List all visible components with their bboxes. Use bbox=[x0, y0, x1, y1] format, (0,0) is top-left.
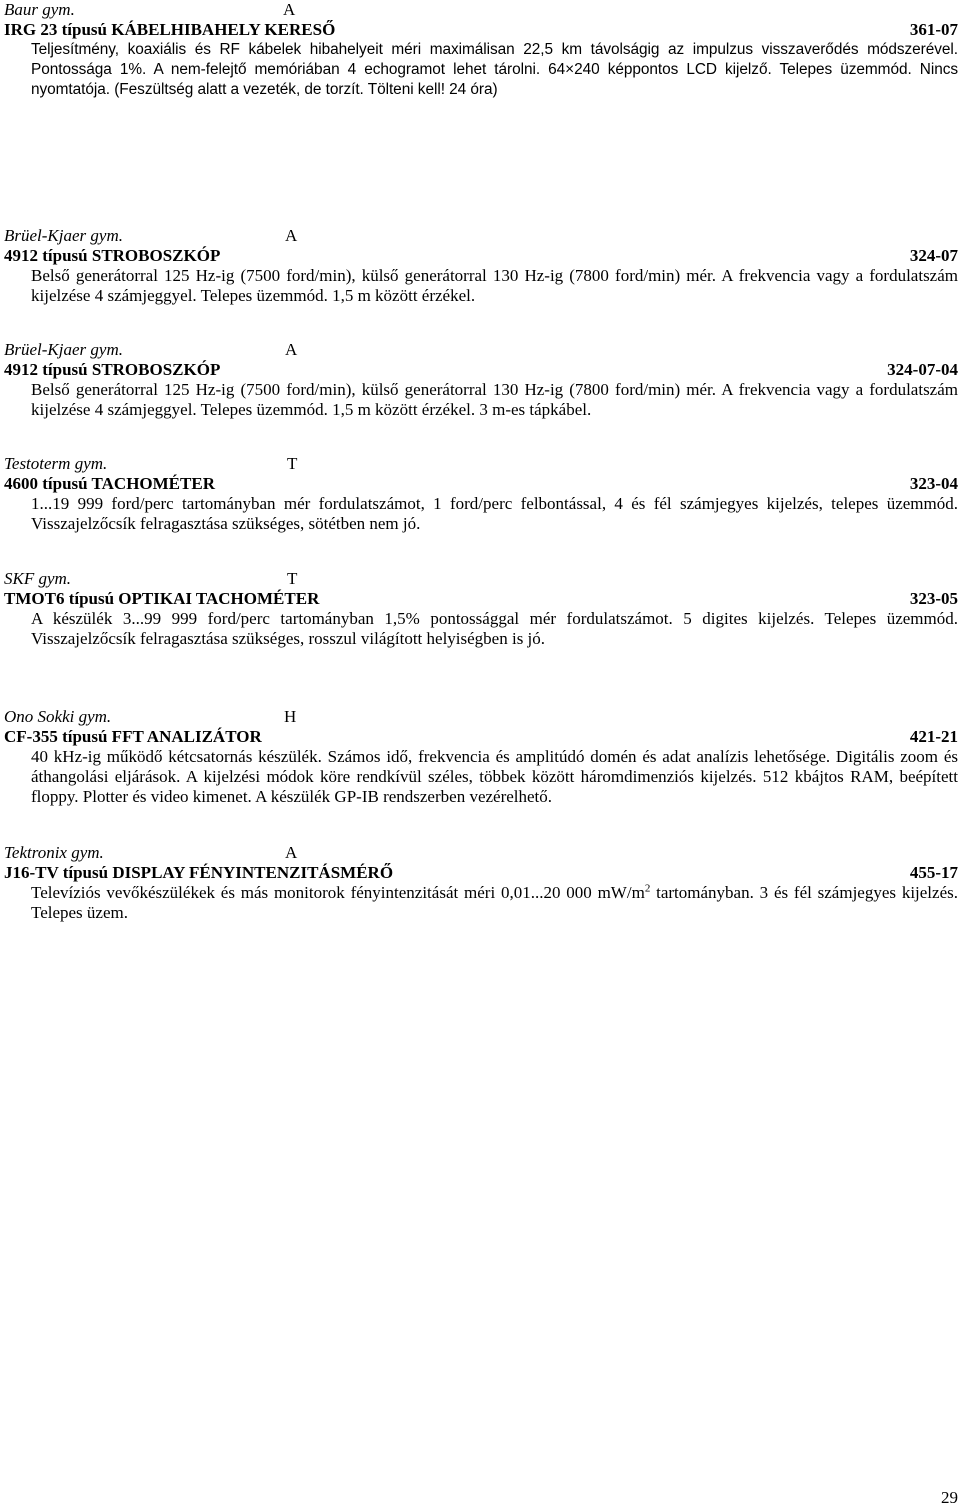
device-description: 1...19 999 ford/perc tartományban mér fordulatszámot, 1 ford/perc felbontással, 4 és fél számjegyes kijelzés, telepes üzemmód. Visszajelzőcsík felragasztása szükséges, sötétben nem jó. bbox=[31, 494, 958, 533]
manufacturer: Tektronix gym. bbox=[4, 843, 104, 862]
device-description: Teljesítmény, koaxiális és RF kábelek hibahelyeit méri maximálisan 22,5 km távolságig az impulzus visszaverődés módszerével. Pontossága 1%. A nem-felejtő memóriában 4 echogramot lehet tárolni. 64×240 képpontos LCD kijelző. Telepes üzemmód. Nincs nyomtatója. (Feszültség alatt a vezeték, de torzít. Tölteni kell! 24 óra) bbox=[31, 41, 958, 98]
superscript: 2 bbox=[644, 882, 651, 895]
device-description: Belső generátorral 125 Hz-ig (7500 ford/min), külső generátorral 130 Hz-ig (7800 ford/min) mér. A frekvencia vagy a fordulatszám kijelzése 4 számjeggyel. Telepes üzemmód. 1,5 m között érzékel. 3 m-es tápkábel. bbox=[31, 380, 958, 419]
category-letter: A bbox=[283, 0, 296, 19]
title-line bbox=[4, 474, 958, 494]
device-description: A készülék 3...99 999 ford/perc tartományban 1,5% pontossággal mér fordulatszámot. 5 digites kijelzés. Telepes üzemmód. Visszajelzőcsík felragasztása szükséges, rosszul világított helyiségben is jó. bbox=[31, 609, 958, 648]
category-letter: T bbox=[287, 569, 298, 588]
maker-line bbox=[4, 340, 958, 360]
entry-bruel-kjaer-2 bbox=[4, 340, 958, 420]
category-letter: T bbox=[287, 454, 298, 473]
title-line bbox=[4, 360, 958, 380]
description-part: Televíziós vevőkészülékek és más monitorok fényintenzitását méri 0,01...20 000 mW/m bbox=[31, 883, 645, 902]
entry-ono-sokki bbox=[4, 707, 958, 807]
manufacturer: Ono Sokki gym. bbox=[4, 707, 112, 726]
entry-bruel-kjaer-1 bbox=[4, 226, 958, 306]
device-description: Belső generátorral 125 Hz-ig (7500 ford/min), külső generátorral 130 Hz-ig (7800 ford/min) mér. A frekvencia vagy a fordulatszám kijelzése 4 számjeggyel. Telepes üzemmód. 1,5 m között érzékel. bbox=[31, 266, 958, 305]
device-title: 4912 típusú STROBOSZKÓP bbox=[4, 246, 221, 265]
device-code: 323-04 bbox=[909, 474, 958, 493]
category-letter: A bbox=[285, 843, 298, 862]
entry-testoterm bbox=[4, 454, 958, 534]
device-title: 4600 típusú TACHOMÉTER bbox=[4, 474, 215, 493]
manufacturer: Baur gym. bbox=[4, 0, 75, 19]
category-letter: H bbox=[284, 707, 297, 726]
title-line bbox=[4, 727, 958, 747]
device-code: 324-07-04 bbox=[887, 360, 958, 379]
device-code: 455-17 bbox=[909, 863, 958, 882]
device-title: CF-355 típusú FFT ANALIZÁTOR bbox=[4, 727, 262, 746]
title-line bbox=[4, 246, 958, 266]
title-line bbox=[4, 20, 958, 40]
maker-line bbox=[4, 569, 958, 589]
description-part: tartományban. 3 és fél számjegyes kijelzés. Telepes üzem. bbox=[31, 883, 958, 922]
maker-line bbox=[4, 707, 958, 727]
device-title: J16-TV típusú DISPLAY FÉNYINTENZITÁSMÉRŐ bbox=[4, 863, 394, 882]
title-line bbox=[4, 589, 958, 609]
maker-line bbox=[4, 454, 958, 474]
device-title: TMOT6 típusú OPTIKAI TACHOMÉTER bbox=[4, 589, 320, 608]
page-number: 29 bbox=[941, 1488, 958, 1507]
device-title: IRG 23 típusú KÁBELHIBAHELY KERESŐ bbox=[4, 20, 336, 39]
manufacturer: Brüel-Kjaer gym. bbox=[4, 340, 123, 359]
device-code: 361-07 bbox=[909, 20, 958, 39]
entry-skf bbox=[4, 569, 958, 649]
device-code: 323-05 bbox=[909, 589, 958, 608]
category-letter: A bbox=[285, 340, 298, 359]
device-code: 324-07 bbox=[909, 246, 958, 265]
maker-line bbox=[4, 843, 958, 863]
category-letter: A bbox=[285, 226, 298, 245]
maker-line bbox=[4, 226, 958, 246]
entry-baur bbox=[4, 0, 958, 100]
device-description bbox=[4, 883, 958, 923]
manufacturer: Brüel-Kjaer gym. bbox=[4, 226, 123, 245]
manufacturer: SKF gym. bbox=[4, 569, 72, 588]
title-line bbox=[4, 863, 958, 883]
manufacturer: Testoterm gym. bbox=[4, 454, 108, 473]
maker-line bbox=[4, 0, 958, 20]
device-description: 40 kHz-ig működő kétcsatornás készülék. Számos idő, frekvencia és amplitúdó domén és adat analízis lehetősége. Digitális zoom és áthangolási eljárások. A kijelzési módok köre rendkívül széles, többek között háromdimenziós kijelzés. 512 kbájtos RAM, beépített floppy. Plotter és video kimenet. A készülék GP-IB rendszerben vezérelhető. bbox=[31, 747, 958, 806]
entry-tektronix bbox=[4, 843, 958, 923]
device-title: 4912 típusú STROBOSZKÓP bbox=[4, 360, 221, 379]
device-code: 421-21 bbox=[909, 727, 958, 746]
